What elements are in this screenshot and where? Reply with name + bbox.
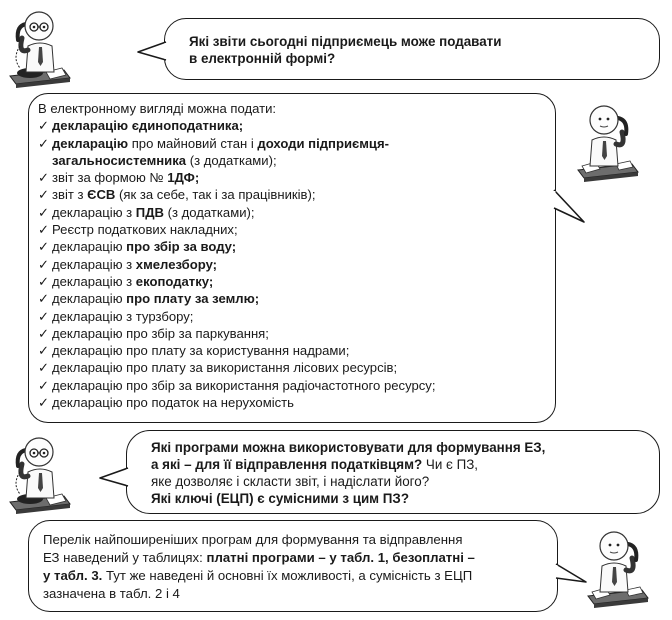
- list-item: [38, 204, 549, 221]
- text-run: звіт з: [52, 187, 88, 203]
- text-run: Чи є ПЗ,: [422, 457, 479, 472]
- text-run: зазначена в табл. 2 і 4: [43, 586, 180, 601]
- question-1-line: Які звіти сьогодні підприємець може подавати: [189, 34, 502, 49]
- answer-2-line: [43, 549, 475, 567]
- checkmark-icon: ✓: [38, 308, 49, 324]
- answer-1-intro: В електронному вигляді можна подати:: [38, 101, 277, 116]
- question-bubble-2: [126, 430, 660, 514]
- text-run: (як за себе, так і за працівників);: [115, 187, 316, 203]
- text-run: екоподатку;: [135, 273, 214, 289]
- answerer-figure-1: [574, 96, 642, 188]
- text-run: 1ДФ;: [167, 170, 200, 186]
- question-1-line: в електронній формі?: [189, 51, 336, 66]
- text-run: Які ключі (ЕЦП) є сумісними з цим ПЗ?: [151, 491, 409, 506]
- text-run: хмелезбору;: [135, 256, 218, 272]
- text-run: декларацію: [52, 135, 129, 151]
- text-run: декларацію: [52, 239, 127, 255]
- text-run: ЄСВ: [87, 187, 116, 203]
- text-run: Перелік найпоширеніших програм для формування та відправлення: [43, 532, 463, 547]
- checkmark-icon: ✓: [38, 239, 49, 255]
- text-run: загальносистемника: [52, 152, 187, 168]
- text-run: Реєстр податкових накладних;: [52, 222, 238, 238]
- question-2-tail: [98, 466, 130, 490]
- text-run: декларацію з: [52, 273, 136, 289]
- checkmark-icon: ✓: [38, 187, 49, 203]
- text-run: (з додатками);: [164, 204, 255, 220]
- text-run: декларацію про плату за користування надрами;: [52, 343, 350, 359]
- list-item: [38, 394, 549, 411]
- checkmark-icon: ✓: [38, 204, 49, 220]
- text-run: Тут же наведені й основні їх можливості, а сумісність з ЕЦП: [102, 568, 473, 583]
- text-run: декларацію з турзбору;: [52, 308, 194, 324]
- text-run: ЕЗ наведений у таблицях:: [43, 550, 207, 565]
- list-item-continuation: [52, 152, 549, 169]
- list-item: [38, 290, 549, 307]
- question-1-text: [189, 33, 501, 67]
- question-2-text: [151, 439, 545, 507]
- report-list: [38, 117, 549, 411]
- answer-2-line: [43, 585, 475, 603]
- list-item: [38, 359, 549, 376]
- checkmark-icon: ✓: [38, 395, 49, 411]
- asker-figure-1: [6, 2, 74, 94]
- text-run: ПДВ: [135, 204, 164, 220]
- text-run: Які програми можна використовувати для формування ЕЗ,: [151, 440, 546, 455]
- answer-2-tail: [554, 560, 588, 590]
- text-run: платні програми – у табл. 1, безоплатні –: [206, 550, 475, 565]
- text-run: декларацію про плату за використання лісових ресурсів;: [52, 360, 398, 376]
- text-run: у табл. 3.: [43, 568, 103, 583]
- list-item: [38, 169, 549, 186]
- text-run: декларацію про збір за використання радіочастотного ресурсу;: [52, 377, 436, 393]
- text-run: декларацію про податок на нерухомість: [52, 395, 294, 411]
- answer-1-tail: [552, 186, 586, 226]
- answer-2-line: [43, 567, 475, 585]
- text-run: а які – для її відправлення податківцям?: [151, 457, 423, 472]
- answer-bubble-1: [28, 93, 556, 423]
- list-item: [38, 325, 549, 342]
- checkmark-icon: ✓: [38, 118, 49, 134]
- text-run: яке дозволяє і скласти звіт, і надіслати його?: [151, 474, 430, 489]
- checkmark-icon: ✓: [38, 377, 49, 393]
- text-run: доходи підприємця-: [257, 135, 389, 151]
- answer-bubble-2: [28, 520, 558, 612]
- list-item: [38, 377, 549, 394]
- text-run: (з додатками);: [186, 152, 277, 168]
- list-item: [38, 135, 549, 170]
- question-1-tail: [136, 40, 168, 64]
- text-run: про збір за воду;: [126, 239, 237, 255]
- text-run: декларацію єдиноподатника;: [52, 118, 244, 134]
- list-item: [38, 273, 549, 290]
- text-run: декларацію з: [52, 204, 136, 220]
- text-run: про плату за землю;: [126, 291, 260, 307]
- list-item: [38, 342, 549, 359]
- list-item: [38, 308, 549, 325]
- question-2-line: [151, 473, 545, 490]
- question-2-line: [151, 490, 545, 507]
- list-item: [38, 221, 549, 238]
- asker-figure-2: [6, 428, 74, 520]
- text-run: декларацію про збір за паркування;: [52, 325, 269, 341]
- checkmark-icon: ✓: [38, 325, 49, 341]
- answer-2-text: [43, 531, 475, 603]
- list-item: [38, 117, 549, 134]
- list-item: [38, 256, 549, 273]
- text-run: декларацію: [52, 291, 127, 307]
- answer-2-line: [43, 531, 475, 549]
- answerer-figure-2: [584, 522, 652, 614]
- checkmark-icon: ✓: [38, 360, 49, 376]
- checkmark-icon: ✓: [38, 273, 49, 289]
- question-2-line: [151, 439, 545, 456]
- checkmark-icon: ✓: [38, 222, 49, 238]
- checkmark-icon: ✓: [38, 135, 49, 151]
- list-item: [38, 238, 549, 255]
- checkmark-icon: ✓: [38, 291, 49, 307]
- checkmark-icon: ✓: [38, 170, 49, 186]
- checkmark-icon: ✓: [38, 343, 49, 359]
- text-run: про майновий стан і: [128, 135, 258, 151]
- text-run: звіт за формою №: [52, 170, 168, 186]
- checkmark-icon: ✓: [38, 256, 49, 272]
- list-item: [38, 186, 549, 203]
- question-bubble-1: [164, 18, 660, 80]
- question-2-line: [151, 456, 545, 473]
- text-run: декларацію з: [52, 256, 136, 272]
